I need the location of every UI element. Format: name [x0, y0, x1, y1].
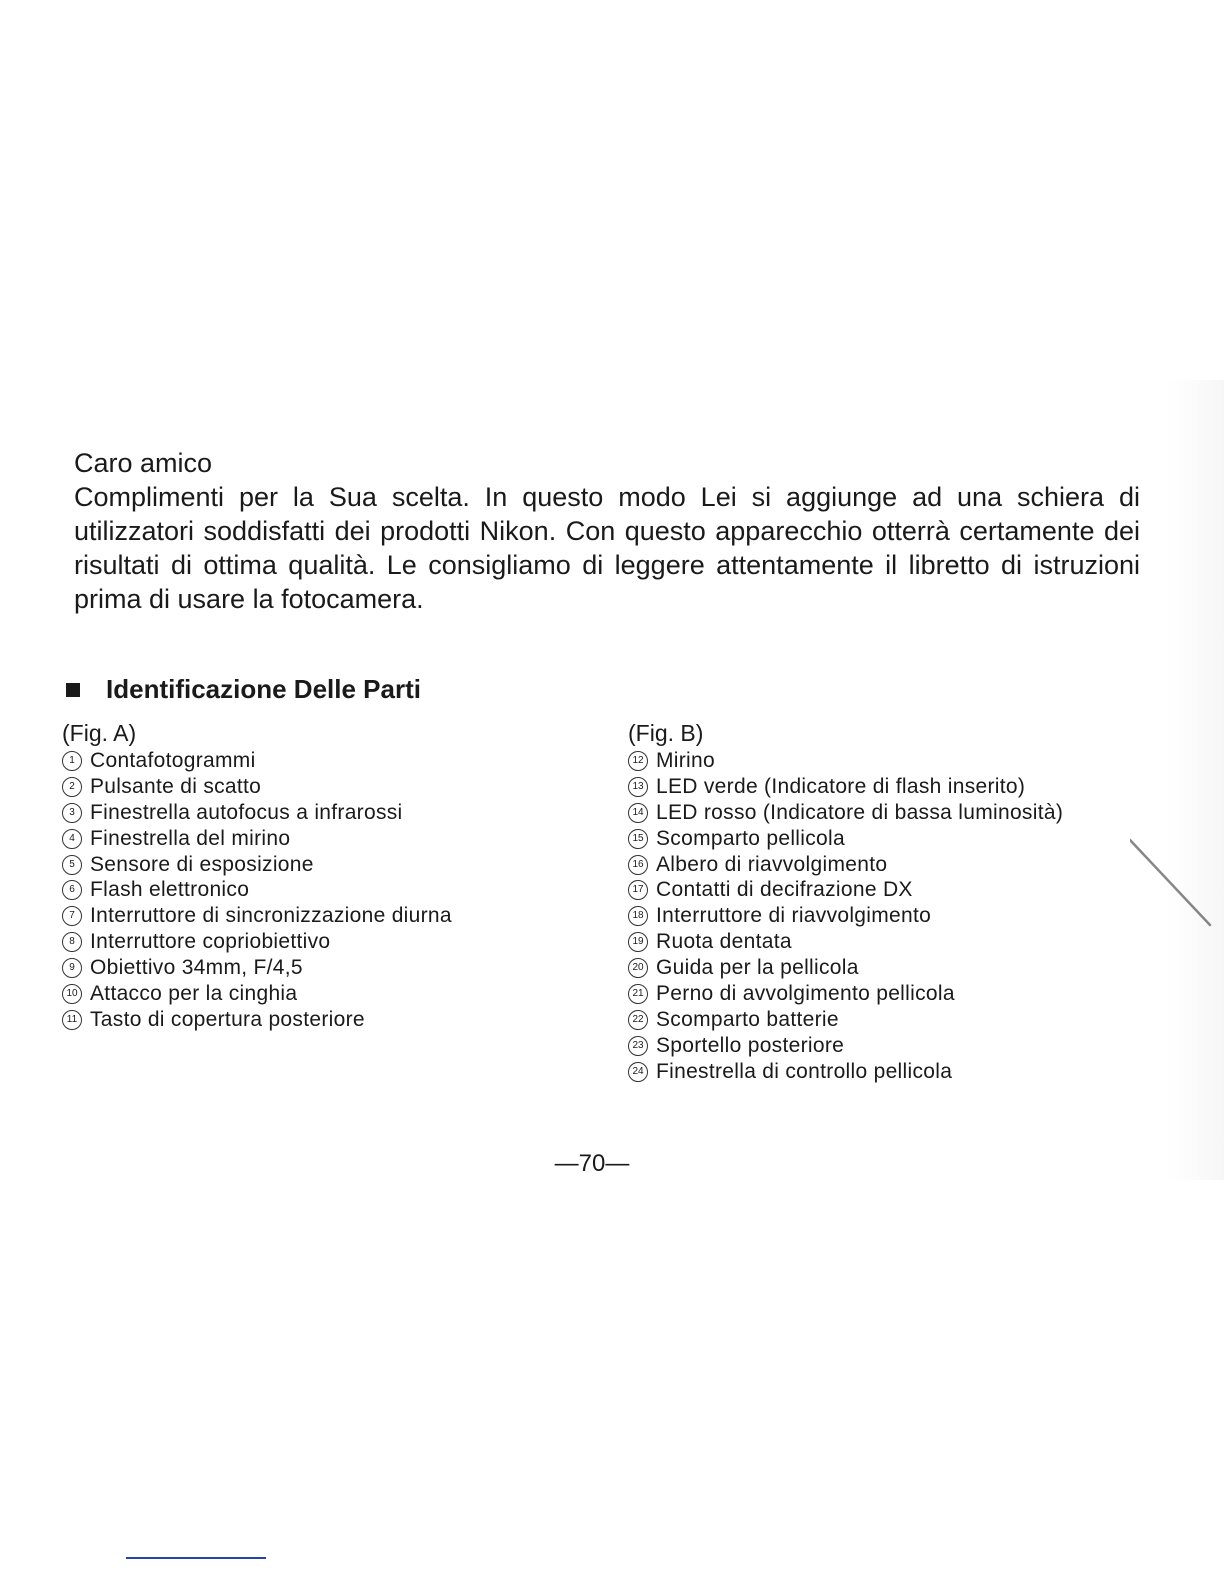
part-label: LED rosso (Indicatore di bassa luminosità) — [656, 800, 1064, 824]
part-item — [628, 1007, 1168, 1033]
part-label: Albero di riavvolgimento — [656, 852, 888, 876]
part-label: Guida per la pellicola — [656, 956, 859, 980]
circled-number: 20 — [628, 958, 648, 978]
fig-b-label: (Fig. B) — [628, 720, 704, 746]
page-number — [0, 1150, 1224, 1178]
square-bullet-icon — [66, 683, 80, 697]
circled-number: 5 — [62, 855, 82, 875]
circled-number: 23 — [628, 1036, 648, 1056]
circled-number: 13 — [628, 777, 648, 797]
fig-a-column — [62, 718, 582, 1033]
part-item — [62, 1007, 582, 1033]
part-item — [628, 748, 1168, 774]
part-item — [628, 903, 1168, 929]
circled-number: 1 — [62, 751, 82, 771]
part-item — [62, 955, 582, 981]
scan-shadow — [1164, 380, 1224, 1180]
part-item — [62, 929, 582, 955]
circled-number: 9 — [62, 958, 82, 978]
circled-number: 12 — [628, 751, 648, 771]
fig-a-label: (Fig. A) — [62, 720, 137, 746]
circled-number: 14 — [628, 803, 648, 823]
part-label: Attacco per la cinghia — [90, 982, 298, 1006]
fig-b-parts-list — [628, 748, 1168, 1085]
part-label: LED verde (Indicatore di flash inserito) — [656, 774, 1026, 798]
part-item — [62, 852, 582, 878]
circled-number: 3 — [62, 803, 82, 823]
part-item — [62, 748, 582, 774]
part-item — [628, 955, 1168, 981]
part-label: Scomparto pellicola — [656, 826, 845, 850]
circled-number: 21 — [628, 984, 648, 1004]
part-label: Flash elettronico — [90, 878, 250, 902]
circled-number: 8 — [62, 932, 82, 952]
part-item — [628, 852, 1168, 878]
part-label: Finestrella autofocus a infrarossi — [90, 800, 403, 824]
circled-number: 11 — [62, 1010, 82, 1030]
part-item — [62, 774, 582, 800]
fig-a-parts-list — [62, 748, 582, 1033]
part-item — [628, 981, 1168, 1007]
part-label: Interruttore copriobiettivo — [90, 930, 331, 954]
fig-b-column — [628, 718, 1168, 1085]
part-label: Interruttore di riavvolgimento — [656, 904, 932, 928]
scan-mark — [1130, 830, 1224, 930]
circled-number: 4 — [62, 829, 82, 849]
scan-artifact-line — [126, 1557, 266, 1559]
part-label: Tasto di copertura posteriore — [90, 1007, 365, 1031]
page-number-text: —70— — [554, 1150, 630, 1177]
part-label: Contatti di decifrazione DX — [656, 878, 913, 902]
circled-number: 24 — [628, 1062, 648, 1082]
greeting: Caro amico — [74, 448, 213, 478]
part-label: Mirino — [656, 749, 715, 772]
part-item — [628, 800, 1168, 826]
part-label: Scomparto batterie — [656, 1007, 839, 1031]
part-label: Sportello posteriore — [656, 1033, 845, 1057]
part-item — [628, 774, 1168, 800]
circled-number: 15 — [628, 829, 648, 849]
part-label: Finestrella di controllo pellicola — [656, 1059, 953, 1083]
part-label: Sensore di esposizione — [90, 852, 314, 876]
part-item — [62, 981, 582, 1007]
part-item — [62, 826, 582, 852]
circled-number: 16 — [628, 855, 648, 875]
part-label: Finestrella del mirino — [90, 826, 291, 850]
part-label: Ruota dentata — [656, 930, 792, 954]
circled-number: 22 — [628, 1010, 648, 1030]
part-item — [628, 1033, 1168, 1059]
circled-number: 18 — [628, 906, 648, 926]
part-item — [628, 1059, 1168, 1085]
part-item — [628, 877, 1168, 903]
circled-number: 19 — [628, 932, 648, 952]
intro-body: Complimenti per la Sua scelta. In questo modo Lei si aggiunge ad una schiera di utilizzatori soddisfatti dei prodotti Nikon. Con questo apparecchio otterrà certamente dei risultati di ottima qualità. Le consigliamo di leggere attentamente il libretto di istruzioni prima di usare la fotocamera. — [74, 482, 1140, 614]
part-item — [62, 800, 582, 826]
circled-number: 17 — [628, 880, 648, 900]
intro-paragraph — [74, 446, 1140, 616]
section-heading — [66, 674, 421, 705]
part-label: Contafotogrammi — [90, 749, 256, 772]
part-label: Perno di avvolgimento pellicola — [656, 982, 955, 1006]
part-label: Pulsante di scatto — [90, 774, 262, 798]
part-item — [628, 929, 1168, 955]
part-label: Interruttore di sincronizzazione diurna — [90, 904, 452, 928]
part-item — [62, 877, 582, 903]
part-item — [62, 903, 582, 929]
circled-number: 7 — [62, 906, 82, 926]
circled-number: 2 — [62, 777, 82, 797]
circled-number: 6 — [62, 880, 82, 900]
part-item — [628, 826, 1168, 852]
section-title: Identificazione Delle Parti — [106, 674, 421, 704]
circled-number: 10 — [62, 984, 82, 1004]
part-label: Obiettivo 34mm, F/4,5 — [90, 956, 303, 980]
